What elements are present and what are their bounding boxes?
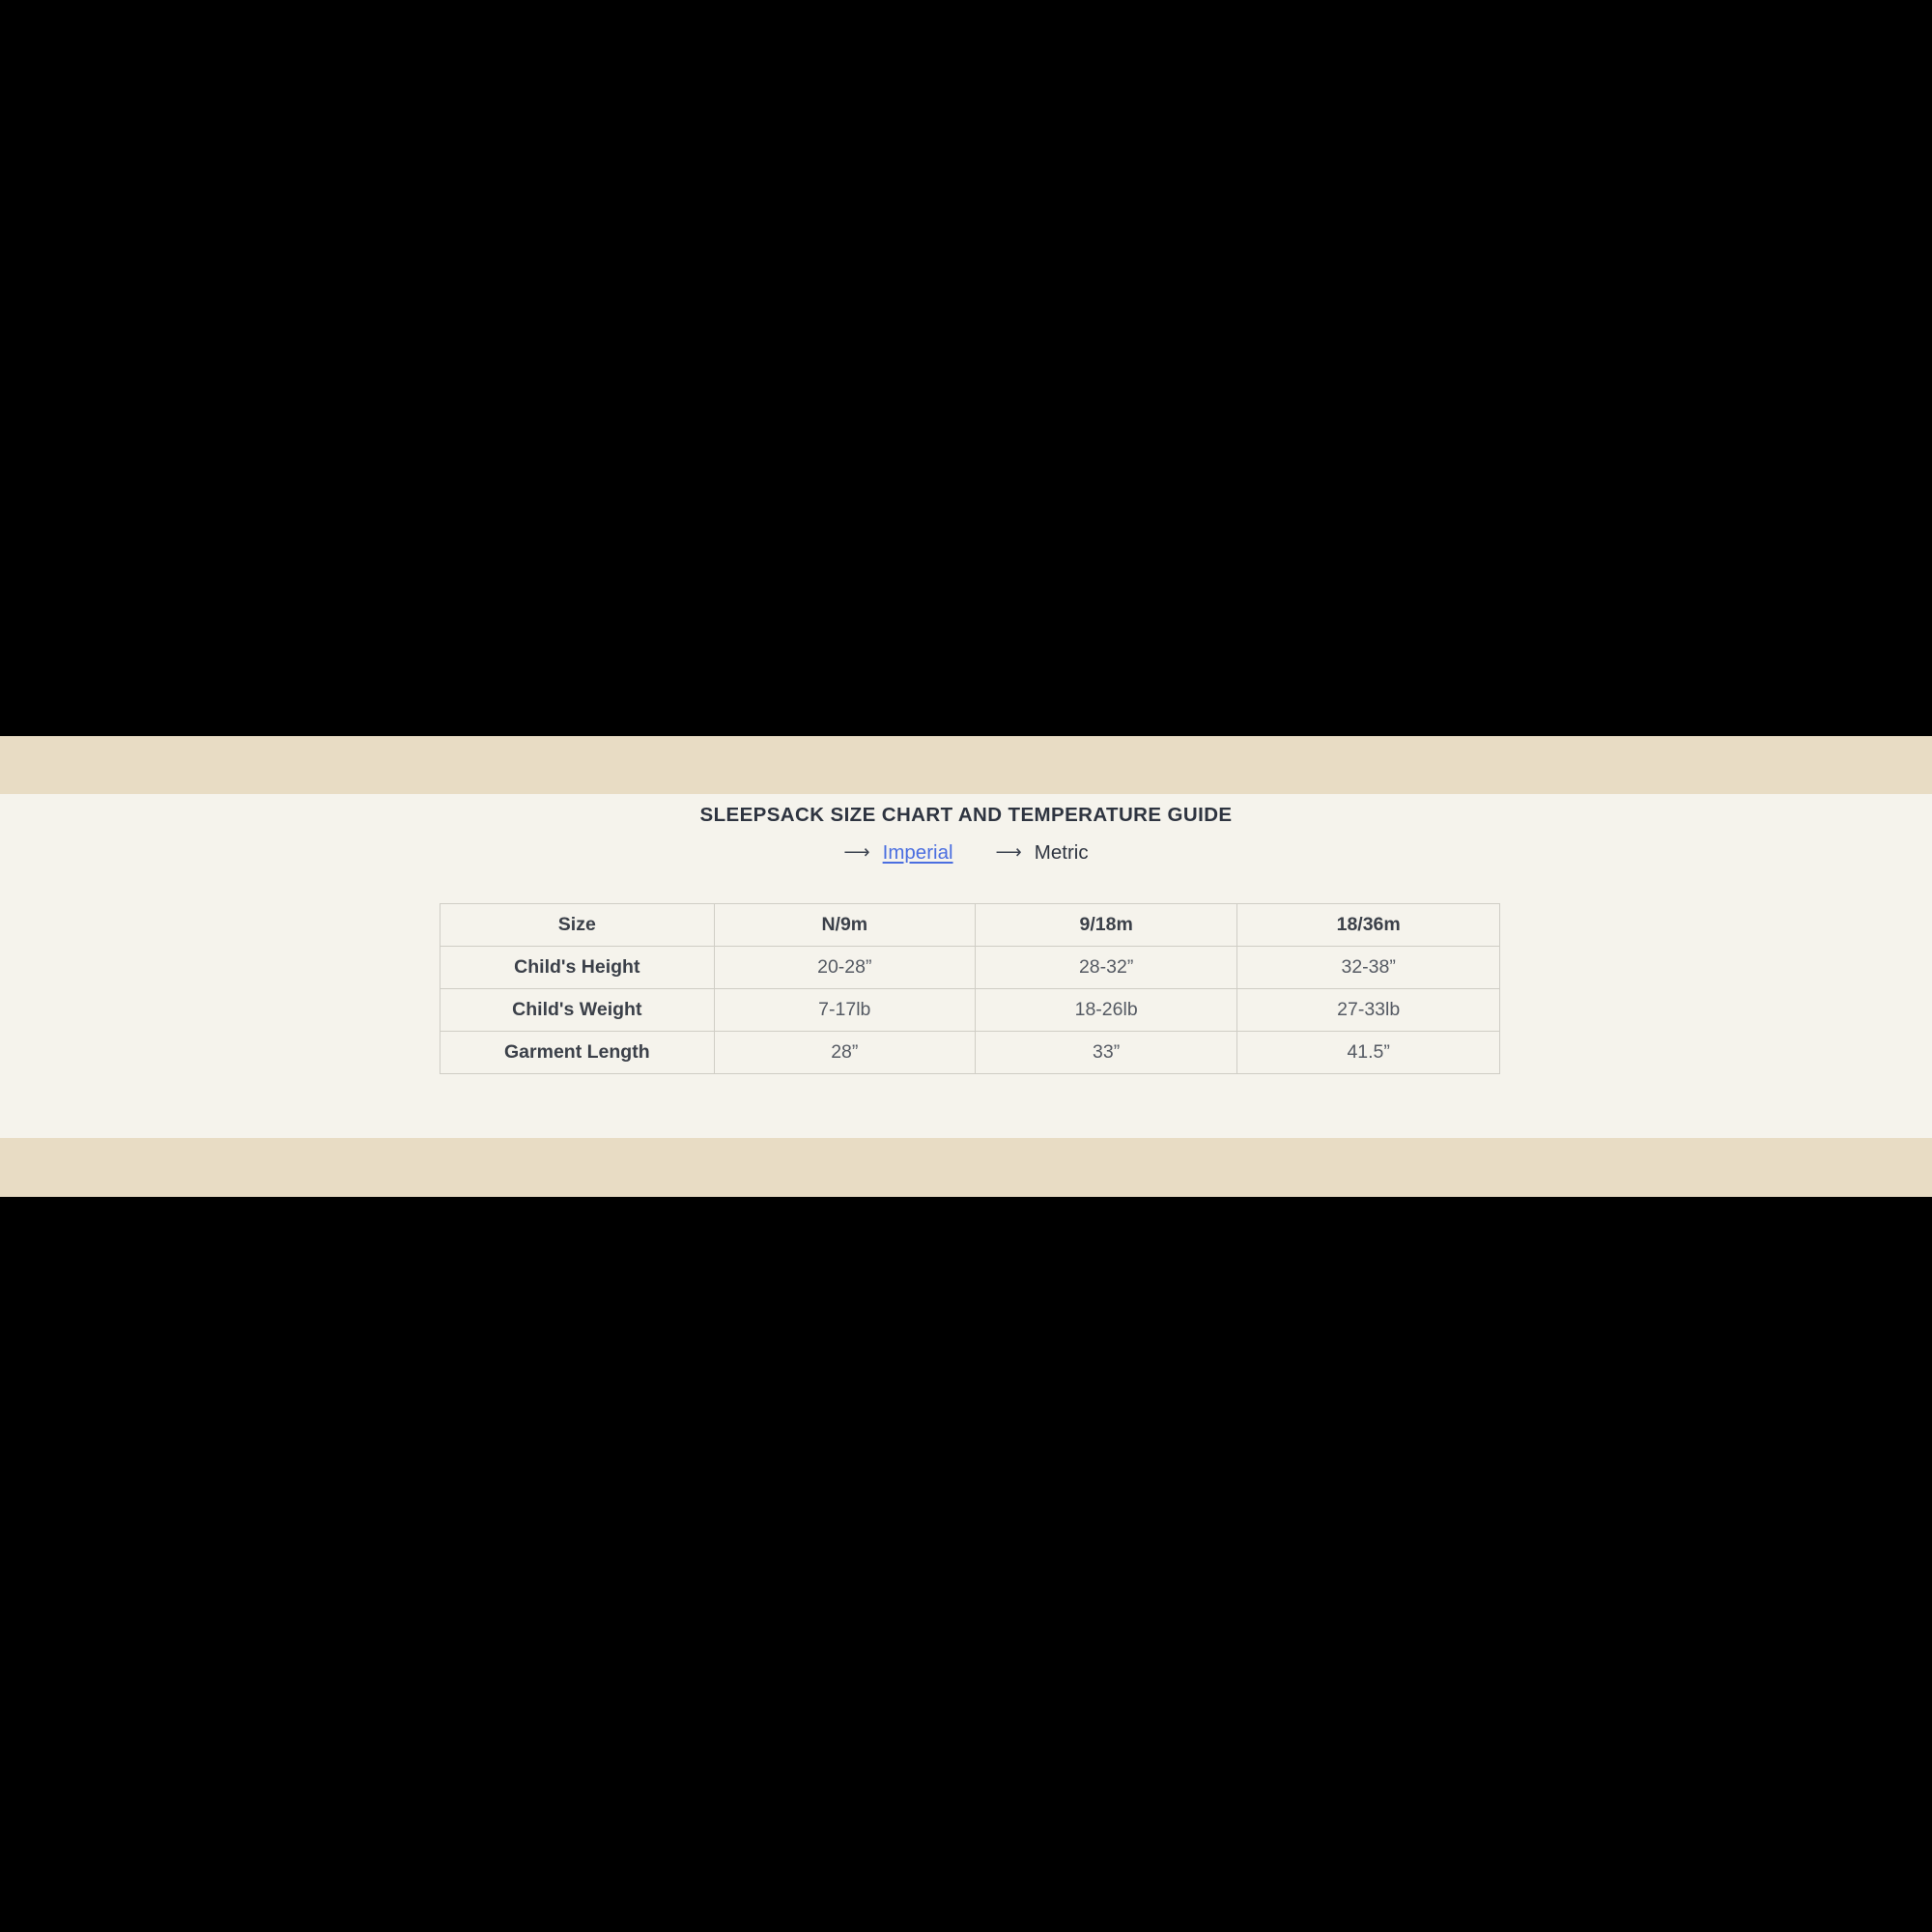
column-header-size: Size [440, 904, 715, 947]
arrow-right-icon: ⟶ [995, 841, 1022, 863]
size-chart-panel [0, 794, 1932, 1138]
cell-length-1836m: 41.5” [1237, 1032, 1500, 1074]
cell-height-918m: 28-32” [975, 947, 1236, 989]
unit-option-imperial-label: Imperial [882, 841, 953, 864]
table-header-row [440, 904, 1500, 947]
row-label-childs-weight: Child's Weight [440, 989, 715, 1032]
size-chart-table [440, 903, 1500, 1074]
cell-weight-918m: 18-26lb [975, 989, 1236, 1032]
row-label-garment-length: Garment Length [440, 1032, 715, 1074]
table-row [440, 1032, 1500, 1074]
page-title: SLEEPSACK SIZE CHART AND TEMPERATURE GUIDE [699, 804, 1233, 826]
cell-length-n9m: 28” [714, 1032, 975, 1074]
row-label-childs-height: Child's Height [440, 947, 715, 989]
unit-option-imperial[interactable] [843, 841, 952, 865]
column-header-1836m: 18/36m [1237, 904, 1500, 947]
unit-option-metric[interactable] [996, 841, 1089, 865]
table-row [440, 989, 1500, 1032]
unit-toggle-group [0, 841, 1932, 865]
column-header-n9m: N/9m [714, 904, 975, 947]
column-header-918m: 9/18m [975, 904, 1236, 947]
decorative-band-top [0, 736, 1932, 794]
table-row [440, 947, 1500, 989]
size-chart-section [0, 736, 1932, 1197]
cell-length-918m: 33” [975, 1032, 1236, 1074]
cell-height-n9m: 20-28” [714, 947, 975, 989]
cell-weight-1836m: 27-33lb [1237, 989, 1500, 1032]
cell-weight-n9m: 7-17lb [714, 989, 975, 1032]
decorative-band-bottom [0, 1138, 1932, 1197]
arrow-right-icon: ⟶ [843, 841, 870, 863]
cell-height-1836m: 32-38” [1237, 947, 1500, 989]
unit-option-metric-label: Metric [1034, 841, 1089, 864]
